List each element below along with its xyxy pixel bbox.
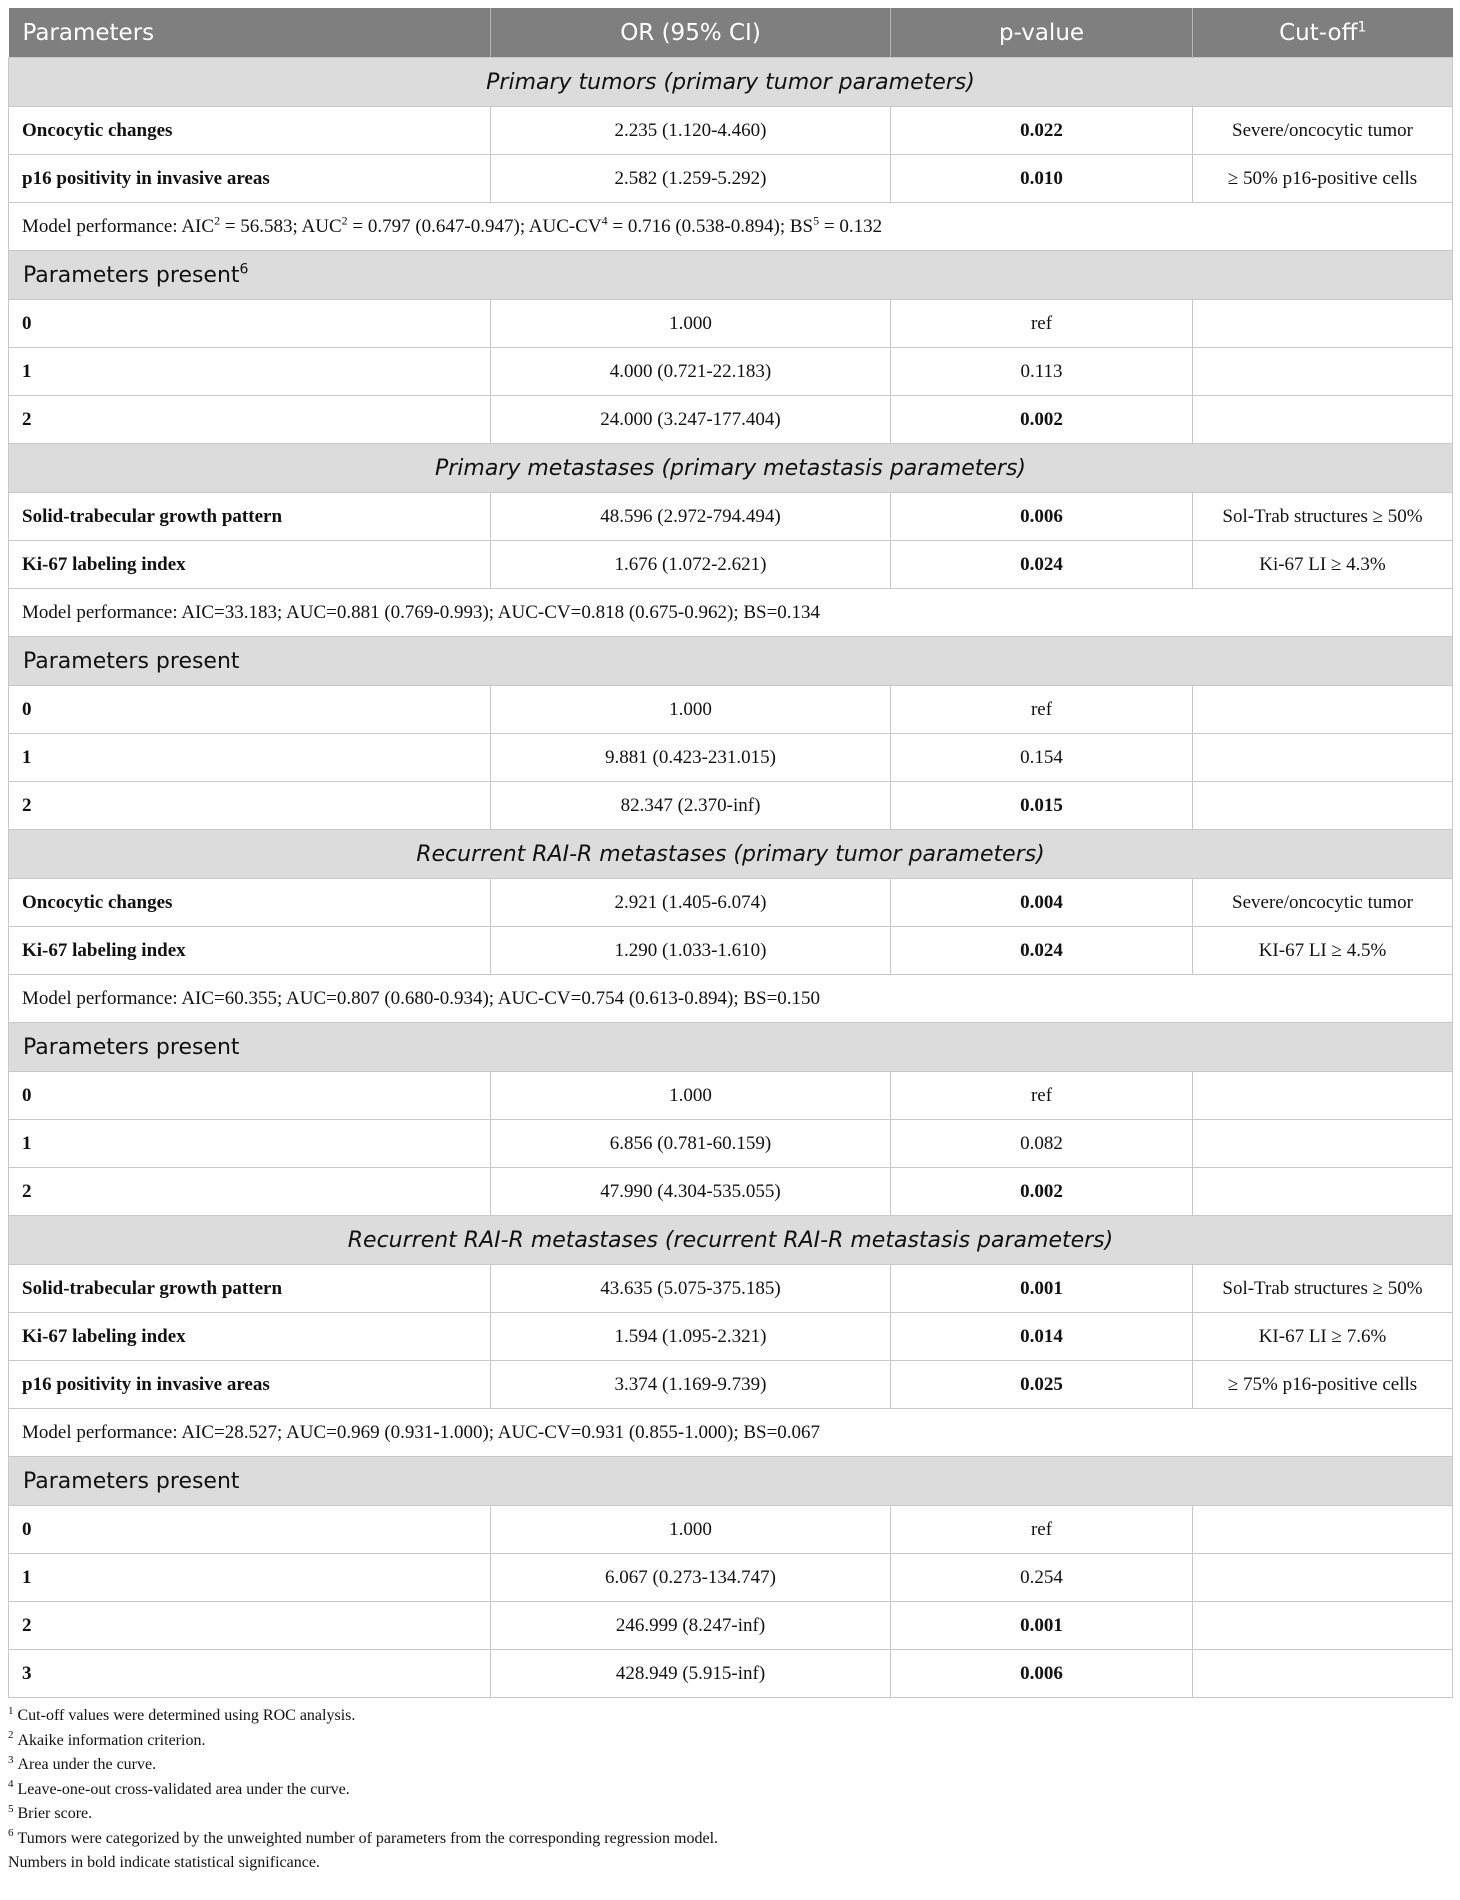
- row-label: Ki-67 labeling index: [9, 541, 491, 589]
- row-cutoff: KI-67 LI ≥ 4.5%: [1193, 927, 1453, 975]
- row-or: 6.067 (0.273-134.747): [491, 1554, 891, 1602]
- footnote-ref: 6: [239, 261, 249, 278]
- row-p-value: 0.113: [891, 348, 1193, 396]
- table-row: [9, 1313, 1453, 1361]
- row-or: 2.921 (1.405-6.074): [491, 879, 891, 927]
- footnote: [8, 1827, 1452, 1852]
- table-row: [9, 107, 1453, 155]
- row-or: 6.856 (0.781-60.159): [491, 1120, 891, 1168]
- row-p-value: ref: [891, 1506, 1193, 1554]
- table-row: [9, 879, 1453, 927]
- row-or: 1.000: [491, 300, 891, 348]
- table-row: [9, 396, 1453, 444]
- table-row: [9, 927, 1453, 975]
- footnote-ref: 5: [813, 213, 820, 228]
- row-or: 428.949 (5.915-inf): [491, 1650, 891, 1698]
- row-or: 1.290 (1.033-1.610): [491, 927, 891, 975]
- row-p-value: 0.001: [891, 1602, 1193, 1650]
- section-header: [9, 1216, 1453, 1265]
- footnote: [8, 1729, 1452, 1754]
- model-performance-row: [9, 203, 1453, 251]
- table-row: [9, 348, 1453, 396]
- row-cutoff: ≥ 50% p16-positive cells: [1193, 155, 1453, 203]
- row-label: 0: [9, 300, 491, 348]
- section-title: Primary tumors (primary tumor parameters): [9, 58, 1453, 107]
- header-cutoff: [1193, 8, 1453, 58]
- regression-table: [8, 8, 1453, 1698]
- header-row: [9, 8, 1453, 58]
- row-or: 43.635 (5.075-375.185): [491, 1265, 891, 1313]
- row-cutoff: Ki-67 LI ≥ 4.3%: [1193, 541, 1453, 589]
- footnote-marker: 5: [8, 1802, 14, 1815]
- row-label: Solid-trabecular growth pattern: [9, 1265, 491, 1313]
- footnote: [8, 1704, 1452, 1729]
- table-row: [9, 1265, 1453, 1313]
- footnote-marker: 3: [8, 1753, 14, 1766]
- model-text: Model performance: AIC: [22, 215, 215, 237]
- model-text: = 0.797 (0.647-0.947); AUC-CV: [347, 215, 602, 237]
- table-row: [9, 734, 1453, 782]
- footnote: [8, 1778, 1452, 1803]
- model-text: = 0.716 (0.538-0.894); BS: [607, 215, 814, 237]
- regression-table-container: [8, 8, 1452, 1876]
- row-or: 82.347 (2.370-inf): [491, 782, 891, 830]
- row-label: Oncocytic changes: [9, 879, 491, 927]
- row-cutoff: ≥ 75% p16-positive cells: [1193, 1361, 1453, 1409]
- row-or: 48.596 (2.972-794.494): [491, 493, 891, 541]
- row-or: 9.881 (0.423-231.015): [491, 734, 891, 782]
- row-label: 3: [9, 1650, 491, 1698]
- section-header: [9, 58, 1453, 107]
- row-p-value: 0.025: [891, 1361, 1193, 1409]
- footnote-text: Cut-off values were determined using ROC analysis.: [17, 1707, 356, 1724]
- model-performance: [9, 203, 1453, 251]
- table-row: [9, 1168, 1453, 1216]
- model-performance-row: [9, 975, 1453, 1023]
- footnote: [8, 1753, 1452, 1778]
- row-p-value: ref: [891, 1072, 1193, 1120]
- row-cutoff: [1193, 1120, 1453, 1168]
- row-label: p16 positivity in invasive areas: [9, 155, 491, 203]
- row-cutoff: [1193, 1602, 1453, 1650]
- table-row: [9, 1650, 1453, 1698]
- row-p-value: 0.024: [891, 541, 1193, 589]
- row-cutoff: [1193, 1072, 1453, 1120]
- header-or: OR (95% CI): [491, 8, 891, 58]
- footnote-text: Brier score.: [17, 1805, 93, 1822]
- row-label: Ki-67 labeling index: [9, 1313, 491, 1361]
- footnote-marker: 2: [8, 1729, 14, 1742]
- model-text: = 56.583; AUC: [220, 215, 342, 237]
- model-performance: Model performance: AIC=28.527; AUC=0.969 (0.931-1.000); AUC-CV=0.931 (0.855-1.000); BS=0.067: [9, 1409, 1453, 1457]
- row-p-value: 0.154: [891, 734, 1193, 782]
- row-label: 2: [9, 782, 491, 830]
- row-or: 2.235 (1.120-4.460): [491, 107, 891, 155]
- row-p-value: 0.006: [891, 493, 1193, 541]
- row-cutoff: Severe/oncocytic tumor: [1193, 879, 1453, 927]
- footnote-text: Tumors were categorized by the unweighted number of parameters from the corresponding regression model.: [17, 1829, 719, 1847]
- row-p-value: 0.022: [891, 107, 1193, 155]
- row-or: 1.676 (1.072-2.621): [491, 541, 891, 589]
- row-or: 3.374 (1.169-9.739): [491, 1361, 891, 1409]
- table-row: [9, 1361, 1453, 1409]
- table-row: [9, 1602, 1453, 1650]
- table-row: [9, 686, 1453, 734]
- row-label: 1: [9, 734, 491, 782]
- significance-note: Numbers in bold indicate statistical significance.: [8, 1854, 320, 1871]
- row-p-value: 0.014: [891, 1313, 1193, 1361]
- row-or: 2.582 (1.259-5.292): [491, 155, 891, 203]
- row-label: 2: [9, 1168, 491, 1216]
- row-cutoff: Sol-Trab structures ≥ 50%: [1193, 1265, 1453, 1313]
- header-cutoff-label: Cut-off: [1279, 19, 1358, 46]
- parameters-present-title: Parameters present: [9, 1457, 1453, 1506]
- row-p-value: ref: [891, 300, 1193, 348]
- table-row: [9, 300, 1453, 348]
- row-label: p16 positivity in invasive areas: [9, 1361, 491, 1409]
- header-cutoff-footnote: 1: [1357, 18, 1367, 35]
- row-cutoff: [1193, 734, 1453, 782]
- footnote-marker: 1: [8, 1704, 14, 1717]
- section-title: Recurrent RAI-R metastases (recurrent RAI-R metastasis parameters): [9, 1216, 1453, 1265]
- row-p-value: 0.082: [891, 1120, 1193, 1168]
- row-cutoff: [1193, 686, 1453, 734]
- row-label: 1: [9, 348, 491, 396]
- parameters-present-title: Parameters present: [9, 637, 1453, 686]
- table-row: [9, 1554, 1453, 1602]
- row-label: 2: [9, 1602, 491, 1650]
- footnote-text: Area under the curve.: [17, 1756, 157, 1773]
- section-title: Recurrent RAI-R metastases (primary tumor parameters): [9, 830, 1453, 879]
- row-p-value: 0.001: [891, 1265, 1193, 1313]
- model-performance: Model performance: AIC=33.183; AUC=0.881 (0.769-0.993); AUC-CV=0.818 (0.675-0.962); BS=0.134: [9, 589, 1453, 637]
- footnote-marker: 4: [8, 1778, 14, 1791]
- header-parameters: Parameters: [9, 8, 491, 58]
- section-header: [9, 830, 1453, 879]
- parameters-present-header: [9, 251, 1453, 300]
- footnote-marker: 6: [8, 1827, 14, 1840]
- model-performance-row: [9, 589, 1453, 637]
- row-cutoff: KI-67 LI ≥ 7.6%: [1193, 1313, 1453, 1361]
- row-cutoff: [1193, 782, 1453, 830]
- header-p-value: p-value: [891, 8, 1193, 58]
- pp-title-text: Parameters present: [23, 262, 240, 288]
- footnote-ref: 2: [341, 213, 348, 228]
- table-row: [9, 1506, 1453, 1554]
- section-title: Primary metastases (primary metastasis parameters): [9, 444, 1453, 493]
- footnote-text: Akaike information criterion.: [17, 1731, 206, 1749]
- row-p-value: ref: [891, 686, 1193, 734]
- model-performance-row: [9, 1409, 1453, 1457]
- row-or: 1.000: [491, 1506, 891, 1554]
- row-label: Oncocytic changes: [9, 107, 491, 155]
- parameters-present-title: Parameters present: [9, 1023, 1453, 1072]
- parameters-present-header: [9, 1023, 1453, 1072]
- table-row: [9, 155, 1453, 203]
- row-or: 47.990 (4.304-535.055): [491, 1168, 891, 1216]
- row-p-value: 0.004: [891, 879, 1193, 927]
- row-or: 1.594 (1.095-2.321): [491, 1313, 891, 1361]
- row-or: 24.000 (3.247-177.404): [491, 396, 891, 444]
- row-cutoff: [1193, 1554, 1453, 1602]
- row-p-value: 0.015: [891, 782, 1193, 830]
- footnote-text: Leave-one-out cross-validated area under the curve.: [17, 1780, 350, 1798]
- table-row: [9, 1072, 1453, 1120]
- row-cutoff: [1193, 1506, 1453, 1554]
- row-p-value: 0.254: [891, 1554, 1193, 1602]
- table-row: [9, 541, 1453, 589]
- row-cutoff: [1193, 300, 1453, 348]
- footnote-ref: 4: [601, 213, 608, 228]
- table-row: [9, 782, 1453, 830]
- row-or: 4.000 (0.721-22.183): [491, 348, 891, 396]
- row-p-value: 0.006: [891, 1650, 1193, 1698]
- model-performance: Model performance: AIC=60.355; AUC=0.807 (0.680-0.934); AUC-CV=0.754 (0.613-0.894); BS=0.150: [9, 975, 1453, 1023]
- parameters-present-header: [9, 1457, 1453, 1506]
- section-header: [9, 444, 1453, 493]
- row-p-value: 0.024: [891, 927, 1193, 975]
- table-row: [9, 1120, 1453, 1168]
- row-cutoff: [1193, 1650, 1453, 1698]
- footnote: [8, 1802, 1452, 1827]
- model-text: = 0.132: [819, 215, 883, 237]
- parameters-present-title: [9, 251, 1453, 300]
- row-p-value: 0.010: [891, 155, 1193, 203]
- row-label: Solid-trabecular growth pattern: [9, 493, 491, 541]
- row-label: 0: [9, 686, 491, 734]
- row-p-value: 0.002: [891, 1168, 1193, 1216]
- table-footnotes: [8, 1704, 1452, 1876]
- footnote-ref: 2: [214, 213, 221, 228]
- parameters-present-header: [9, 637, 1453, 686]
- row-or: 1.000: [491, 1072, 891, 1120]
- row-cutoff: [1193, 348, 1453, 396]
- row-cutoff: [1193, 1168, 1453, 1216]
- row-cutoff: Sol-Trab structures ≥ 50%: [1193, 493, 1453, 541]
- row-cutoff: Severe/oncocytic tumor: [1193, 107, 1453, 155]
- row-label: 0: [9, 1072, 491, 1120]
- row-label: Ki-67 labeling index: [9, 927, 491, 975]
- row-label: 1: [9, 1554, 491, 1602]
- row-p-value: 0.002: [891, 396, 1193, 444]
- row-label: 2: [9, 396, 491, 444]
- row-or: 246.999 (8.247-inf): [491, 1602, 891, 1650]
- row-label: 0: [9, 1506, 491, 1554]
- row-label: 1: [9, 1120, 491, 1168]
- row-cutoff: [1193, 396, 1453, 444]
- row-or: 1.000: [491, 686, 891, 734]
- table-row: [9, 493, 1453, 541]
